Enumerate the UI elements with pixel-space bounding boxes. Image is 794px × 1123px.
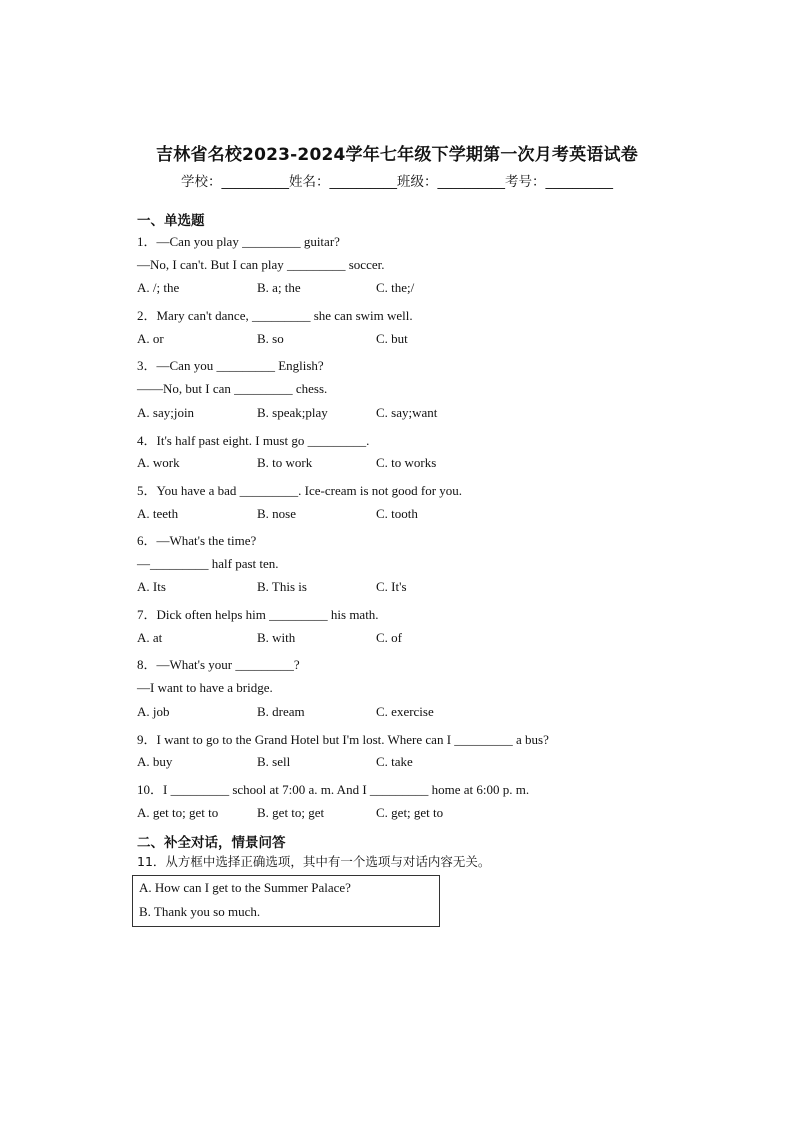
- option-b[interactable]: B. dream: [257, 704, 305, 719]
- question-8-line-1: 8．—What's your _________?: [137, 657, 300, 672]
- question-6-line-1: 6．—What's the time?: [137, 533, 257, 548]
- question-9-line-1: 9．I want to go to the Grand Hotel but I'm lost. Where can I _________ a bus?: [137, 732, 549, 747]
- option-b[interactable]: B. This is: [257, 579, 307, 594]
- option-c[interactable]: C. exercise: [376, 704, 434, 719]
- option-a[interactable]: A. Its: [137, 579, 166, 594]
- option-a[interactable]: A. work: [137, 455, 180, 470]
- option-b[interactable]: B. speak;play: [257, 405, 328, 420]
- question-1-line-1: 1．—Can you play _________ guitar?: [137, 234, 340, 249]
- option-a[interactable]: A. at: [137, 630, 163, 645]
- question-2-line-1: 2．Mary can't dance, _________ she can swim well.: [137, 308, 413, 323]
- option-c[interactable]: C. of: [376, 630, 402, 645]
- question-8-line-2: —I want to have a bridge.: [137, 680, 273, 695]
- section-heading-dialogue: 二、补全对话，情景问答: [137, 835, 286, 851]
- option-c[interactable]: C. get; get to: [376, 805, 444, 820]
- option-a[interactable]: A. job: [137, 704, 170, 719]
- question-3-line-2: ——No, but I can _________ chess.: [137, 381, 328, 396]
- option-a[interactable]: A. get to; get to: [137, 805, 219, 820]
- option-b[interactable]: B. so: [257, 331, 284, 346]
- option-c[interactable]: C. It's: [376, 579, 407, 594]
- option-c[interactable]: C. say;want: [376, 405, 438, 420]
- option-c[interactable]: C. tooth: [376, 506, 418, 521]
- question-4-line-1: 4．It's half past eight. I must go _________.: [137, 433, 370, 448]
- question-3-line-1: 3．—Can you _________ English?: [137, 358, 324, 373]
- student-info-line: 学校：__________姓名：__________班级：__________考号：__________: [181, 174, 613, 190]
- option-b[interactable]: B. a; the: [257, 280, 301, 295]
- exam-title: 吉林省名校2023-2024学年七年级下学期第一次月考英语试卷: [156, 145, 638, 165]
- question-6-line-2: —_________ half past ten.: [137, 556, 279, 571]
- question-10-line-1: 10．I _________ school at 7:00 a. m. And I _________ home at 6:00 p. m.: [137, 782, 530, 797]
- options-box: [132, 875, 440, 927]
- option-b[interactable]: B. get to; get: [257, 805, 325, 820]
- option-c[interactable]: C. to works: [376, 455, 437, 470]
- option-a[interactable]: A. or: [137, 331, 164, 346]
- option-c[interactable]: C. take: [376, 754, 413, 769]
- option-a[interactable]: A. teeth: [137, 506, 179, 521]
- option-b[interactable]: B. sell: [257, 754, 291, 769]
- option-b[interactable]: B. with: [257, 630, 296, 645]
- question-11-prompt: 11．从方框中选择正确选项，其中有一个选项与对话内容无关。: [137, 854, 491, 869]
- option-a[interactable]: A. /; the: [137, 280, 180, 295]
- box-option-a: A. How can I get to the Summer Palace?: [139, 880, 351, 895]
- option-b[interactable]: B. nose: [257, 506, 296, 521]
- option-c[interactable]: C. the;/: [376, 280, 415, 295]
- question-7-line-1: 7．Dick often helps him _________ his math.: [137, 607, 379, 622]
- question-1-line-2: —No, I can't. But I can play _________ soccer.: [137, 257, 385, 272]
- option-b[interactable]: B. to work: [257, 455, 313, 470]
- option-a[interactable]: A. say;join: [137, 405, 195, 420]
- option-a[interactable]: A. buy: [137, 754, 173, 769]
- question-5-line-1: 5．You have a bad _________. Ice-cream is not good for you.: [137, 483, 463, 498]
- box-option-b: B. Thank you so much.: [139, 904, 261, 919]
- option-c[interactable]: C. but: [376, 331, 408, 346]
- section-heading-single-choice: 一、单选题: [137, 213, 205, 229]
